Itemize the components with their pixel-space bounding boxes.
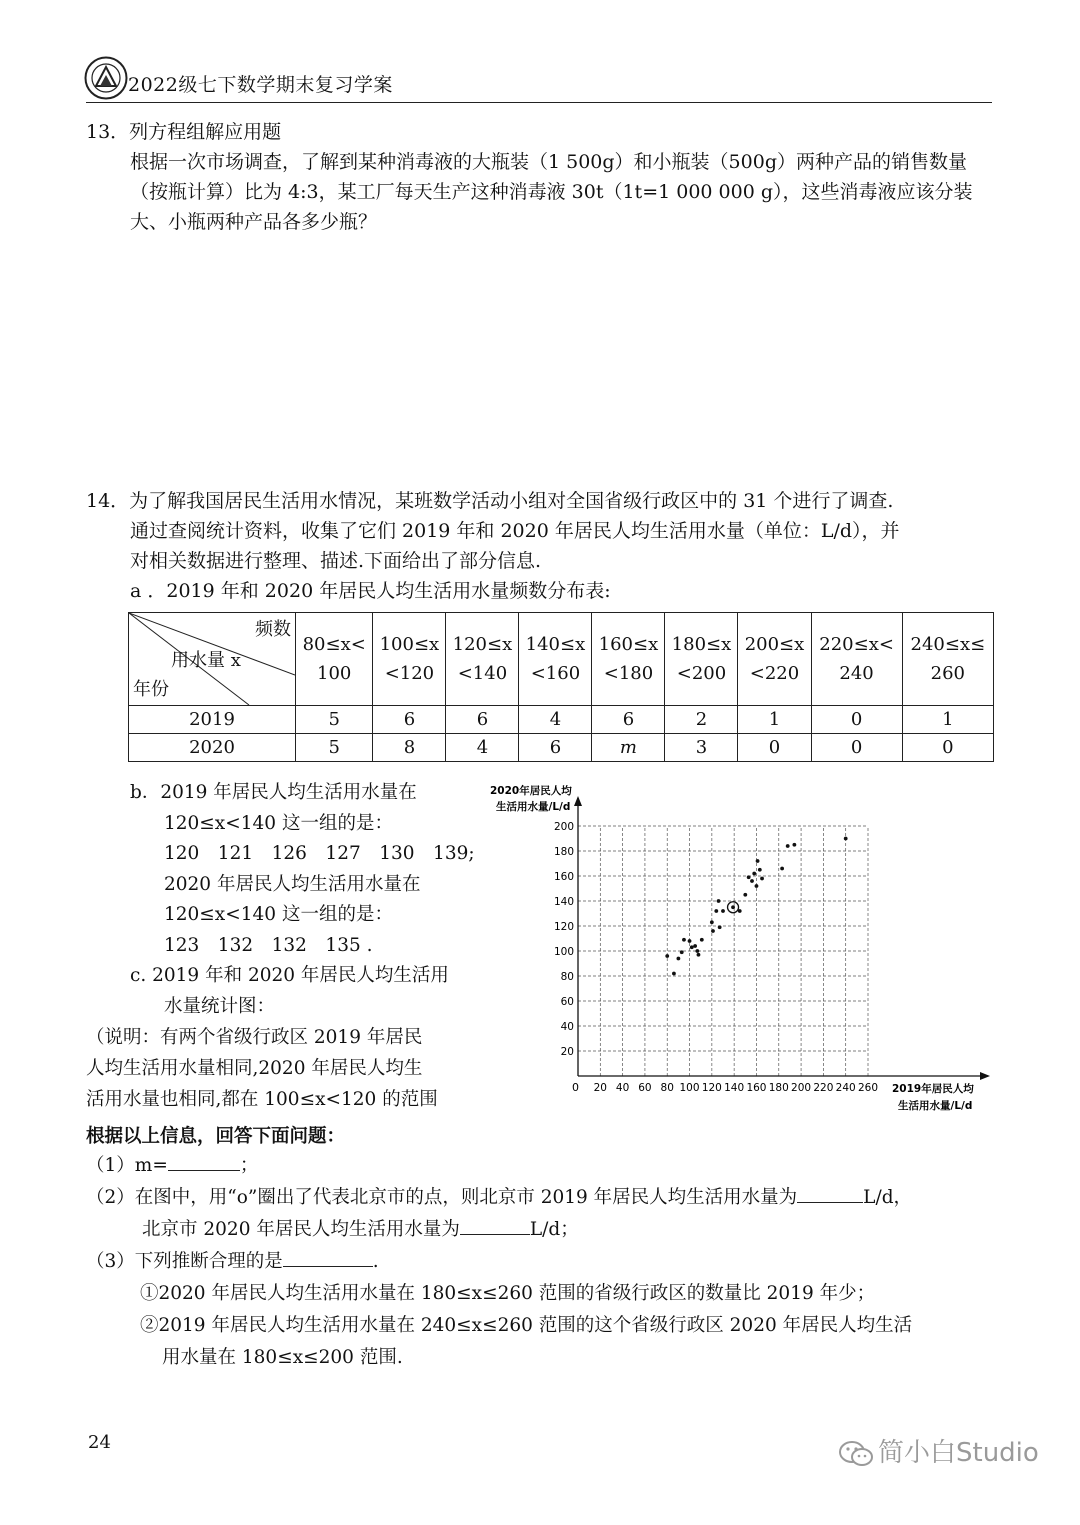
x-axis-label-line1: 2019年居民人均 (892, 1083, 974, 1095)
scatter-point (743, 893, 747, 897)
table-corner-cell (129, 613, 296, 706)
scatter-point (680, 950, 684, 954)
scatter-point (665, 954, 669, 958)
x-tick-label: 40 (615, 1082, 630, 1094)
x-tick-label: 180 (768, 1082, 789, 1094)
column-header: 120≤x <140 (446, 613, 519, 706)
part-b-line: 120≤x<140 这一组的是： (164, 812, 393, 834)
page-number: 24 (88, 1432, 111, 1453)
scatter-point (697, 953, 701, 957)
table-cell: 0 (811, 734, 902, 762)
scatter-point (721, 909, 725, 913)
x-tick-label: 100 (679, 1082, 700, 1094)
x-axis-arrow (980, 1072, 990, 1080)
table-cell: 0 (738, 734, 811, 762)
scatter-point (672, 972, 676, 976)
x-tick-label: 160 (746, 1082, 767, 1094)
corner-label-year: 年份 (133, 679, 169, 700)
table-row-2020 (129, 734, 994, 762)
origin-label: 0 (572, 1081, 579, 1094)
q14-line3: 对相关数据进行整理、描述.下面给出了部分信息. (130, 550, 542, 572)
q14-line2: 通过查阅统计资料，收集了它们 2019 年和 2020 年居民人均生活用水量（单位：L/d），并 (130, 520, 900, 542)
part-b-values-2019: 120 121 126 127 130 139; (164, 843, 475, 864)
y-tick-label: 140 (553, 896, 574, 908)
scatter-point (786, 844, 790, 848)
scatter-point (780, 867, 784, 871)
option-2-line2: 用水量在 180≤x≤200 范围. (162, 1347, 403, 1368)
scatter-point (714, 909, 718, 913)
scatter-point (710, 920, 714, 924)
scatter-point (792, 843, 796, 847)
row-year: 2019 (129, 706, 296, 734)
scatter-point (756, 859, 760, 863)
chart-axes (574, 796, 990, 1080)
answers-section (86, 1126, 1001, 1374)
scatter-point (758, 868, 762, 872)
question-14 (86, 486, 996, 606)
corner-label-frequency: 频数 (255, 619, 291, 640)
part-c-line: 水量统计图： (164, 995, 276, 1017)
header-divider (86, 102, 992, 103)
column-header: 140≤x <160 (519, 613, 592, 706)
y-tick-label: 180 (553, 846, 574, 858)
answer-2: （2）在图中，用“o”圈出了代表北京市的点，则北京市 2019 年居民人均生活用水量为 L/d， (86, 1182, 1001, 1214)
table-cell: 0 (811, 706, 902, 734)
table-cell: 5 (296, 734, 373, 762)
corner-label-usage: 用水量 x (171, 650, 241, 671)
scatter-point (760, 877, 764, 881)
table-cell: 6 (373, 706, 446, 734)
x-axis-label-line2: 生活用水量/L/d (898, 1100, 973, 1112)
table-cell: m (592, 734, 665, 762)
question-13 (86, 117, 996, 237)
wechat-icon (838, 1440, 874, 1468)
y-axis-label-line1: 2020年居民人均 (490, 785, 572, 797)
table-cell: 8 (373, 734, 446, 762)
x-tick-label: 200 (791, 1082, 812, 1094)
column-header: 160≤x <180 (592, 613, 665, 706)
school-emblem-icon (84, 56, 128, 100)
chart-ticks (554, 821, 878, 1094)
x-tick-label: 20 (593, 1082, 607, 1094)
answer-1: （1）m= ； (86, 1150, 1001, 1182)
scatter-point (717, 899, 721, 903)
scatter-point (755, 884, 759, 888)
table-cell: 2 (665, 706, 738, 734)
watermark-text: 简小白Studio (878, 1438, 1039, 1468)
note-text (86, 1022, 486, 1115)
y-tick-label: 60 (560, 996, 574, 1008)
answer-2-line2: 北京市 2020 年居民人均生活用水量为 L/d； (86, 1214, 1001, 1246)
scatter-point (844, 837, 848, 841)
q14-part-a: a ．2019 年和 2020 年居民人均生活用水量频数分布表: (130, 580, 611, 602)
option-1: ①2020 年居民人均生活用水量在 180≤x≤260 范围的省级行政区的数量比 2019 年少； (140, 1283, 876, 1304)
part-b-c-text (130, 778, 490, 1022)
y-tick-label: 100 (553, 946, 574, 958)
y-tick-label: 80 (560, 971, 574, 983)
part-b-line: b．2019 年居民人均生活用水量在 (130, 782, 417, 803)
table-cell: 1 (902, 706, 993, 734)
chart-grid (578, 826, 868, 1076)
answer-intro: 根据以上信息，回答下面问题： (86, 1126, 346, 1147)
frequency-table (128, 612, 994, 762)
part-c-line: c. 2019 年和 2020 年居民人均生活用 (130, 965, 449, 986)
q14-line1: 14．为了解我国居民生活用水情况，某班数学活动小组对全国省级行政区中的 31 个进行了调查. (86, 490, 894, 512)
scatter-point (695, 949, 699, 953)
column-header: 180≤x <200 (665, 613, 738, 706)
table-cell: 4 (446, 734, 519, 762)
table-cell: 5 (296, 706, 373, 734)
note-line: 活用水量也相同,都在 100≤x<120 的范围 (86, 1089, 438, 1110)
column-header: 200≤x <220 (738, 613, 811, 706)
scatter-chart (488, 778, 998, 1118)
y-tick-label: 120 (553, 921, 574, 933)
table-row-2019 (129, 706, 994, 734)
scatter-point (690, 945, 694, 949)
x-tick-label: 80 (660, 1082, 674, 1094)
y-tick-label: 20 (560, 1046, 574, 1058)
answer-2b-blank[interactable] (460, 1214, 530, 1235)
y-tick-label: 160 (553, 871, 574, 883)
table-cell: 6 (592, 706, 665, 734)
scatter-point (752, 872, 756, 876)
part-b-line: 120≤x<140 这一组的是： (164, 904, 393, 925)
note-line: 人均生活用水量相同,2020 年居民人均生 (86, 1058, 423, 1079)
answer-3-blank[interactable] (283, 1246, 373, 1267)
table-cell: 0 (902, 734, 993, 762)
table-cell: 4 (519, 706, 592, 734)
table-header-row (129, 613, 994, 706)
x-tick-label: 240 (835, 1082, 856, 1094)
y-axis-arrow (574, 796, 582, 806)
note-line: （说明：有两个省级行政区 2019 年居民 (86, 1027, 423, 1048)
row-year: 2020 (129, 734, 296, 762)
y-axis-label-line2: 生活用水量/L/d (496, 801, 571, 813)
x-tick-label: 120 (701, 1082, 722, 1094)
answer-2a-blank[interactable] (797, 1182, 863, 1203)
column-header: 100≤x <120 (373, 613, 446, 706)
q13-title: 13．列方程组解应用题 (86, 121, 282, 143)
scatter-point (682, 938, 686, 942)
scatter-point (688, 939, 692, 943)
option-2-line1: ②2019 年居民人均生活用水量在 240≤x≤260 范围的这个省级行政区 2020 年居民人均生活 (140, 1315, 913, 1336)
scatter-point (676, 957, 680, 961)
x-tick-label: 220 (813, 1082, 834, 1094)
table-cell: 3 (665, 734, 738, 762)
column-header: 240≤x≤ 260 (902, 613, 993, 706)
column-header: 80≤x< 100 (296, 613, 373, 706)
x-tick-label: 140 (724, 1082, 745, 1094)
answer-3: （3）下列推断合理的是 . (86, 1246, 1001, 1278)
y-tick-label: 40 (560, 1021, 574, 1033)
scatter-point (731, 905, 735, 909)
scatter-point (700, 938, 704, 942)
x-tick-label: 260 (857, 1082, 879, 1094)
table-cell: 6 (519, 734, 592, 762)
column-header: 220≤x< 240 (811, 613, 902, 706)
scatter-point (711, 929, 715, 933)
part-b-line: 2020 年居民人均生活用水量在 (164, 873, 421, 895)
table-cell: 1 (738, 706, 811, 734)
scatter-point (747, 875, 751, 879)
y-tick-label: 200 (553, 821, 574, 833)
part-b-values-2020: 123 132 132 135 . (164, 934, 373, 956)
scatter-point (718, 925, 722, 929)
page-header-title: 2022级七下数学期末复习学案 (128, 74, 393, 96)
table-cell: 6 (446, 706, 519, 734)
scatter-point (750, 879, 754, 883)
scatter-point (693, 944, 697, 948)
answer-1-blank[interactable] (168, 1150, 240, 1171)
watermark (838, 1432, 1039, 1469)
x-tick-label: 60 (638, 1082, 652, 1094)
q13-text: 根据一次市场调查，了解到某种消毒液的大瓶装（1 500g）和小瓶装（500g）两种产品的销售数量（按瓶计算）比为 4:3，某工厂每天生产这种消毒液 30t（1t=1 000 000 g），这些消毒液应该分装大、小瓶两种产品各多少瓶？ (130, 151, 973, 233)
